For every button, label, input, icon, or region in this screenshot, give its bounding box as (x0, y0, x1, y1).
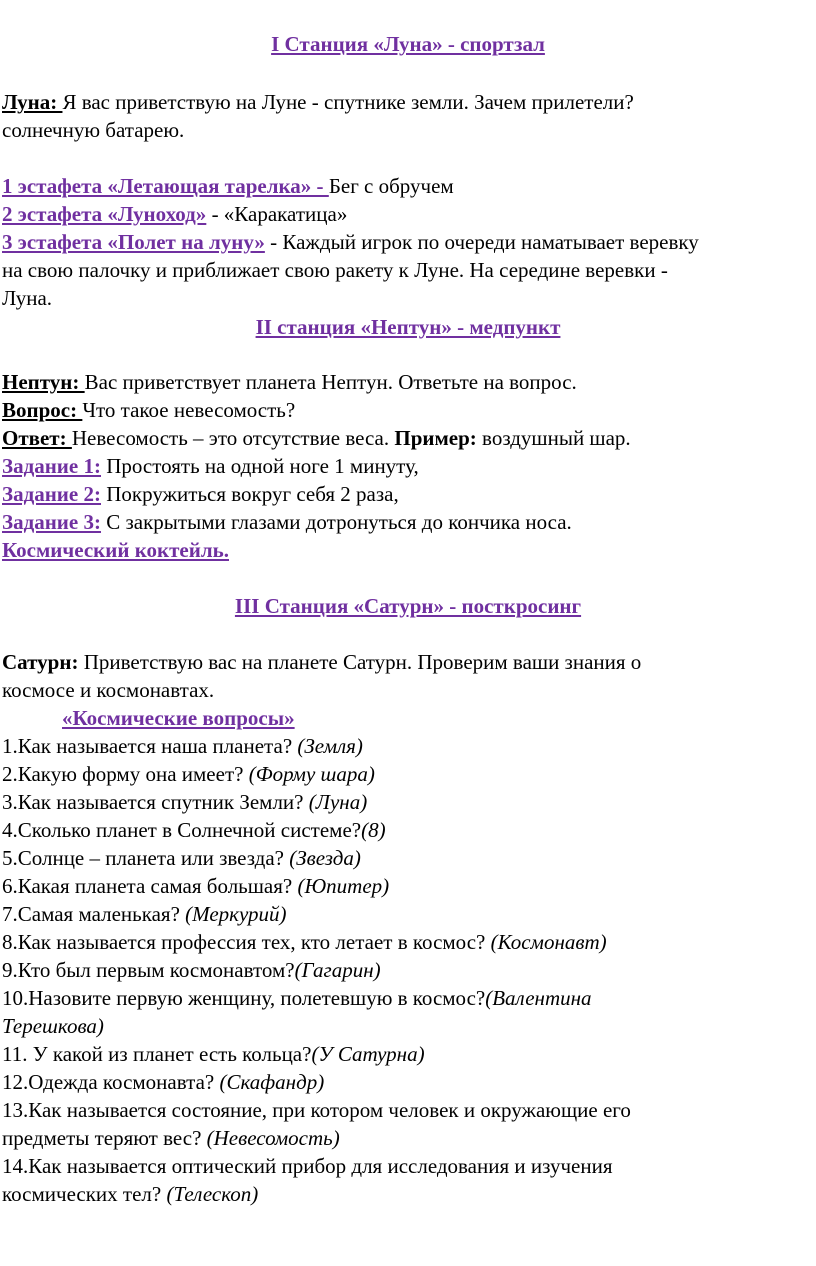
question-text: 12.Одежда космонавта? (2, 1070, 220, 1094)
question-text: 6.Какая планета самая большая? (2, 874, 298, 898)
questions-title: «Космические вопросы» (62, 706, 295, 730)
question-item (2, 732, 363, 760)
relay-1 (2, 172, 454, 200)
question-answer: (Невесомость) (206, 1126, 340, 1150)
relay-1-text: Бег с обручем (328, 174, 454, 198)
station3-intro (2, 648, 641, 676)
station2-title (0, 313, 816, 341)
question-item (2, 1040, 425, 1068)
relay-3 (2, 228, 699, 256)
moon-label: Луна: (2, 90, 63, 114)
neptune-intro-text: Вас приветствует планета Нептун. Ответьте на вопрос. (84, 370, 577, 394)
question-text: 1.Как называется наша планета? (2, 734, 298, 758)
questions-title-line (62, 704, 295, 732)
question-item (2, 760, 375, 788)
relay-3-text: - Каждый игрок по очереди наматывает веревку (264, 230, 699, 254)
cocktail-line (2, 536, 229, 564)
question-item (2, 928, 607, 956)
question-answer: (Валентина (485, 986, 592, 1010)
question-answer: (Космонавт) (490, 930, 607, 954)
question-item (2, 1180, 258, 1208)
station2-title-text: II станция «Нептун» - медпункт (255, 315, 561, 339)
question-answer: (Форму шара) (248, 762, 375, 786)
saturn-intro-text-cont: космосе и космонавтах. (2, 678, 215, 702)
question-item (2, 844, 361, 872)
question-text: 7.Самая маленькая? (2, 902, 186, 926)
question-answer: (Скафандр) (219, 1070, 325, 1094)
relay-2 (2, 200, 347, 228)
question-text: 5.Солнце – планета или звезда? (2, 846, 290, 870)
saturn-intro-text: Приветствую вас на планете Сатурн. Проверим ваши знания о (83, 650, 642, 674)
relay-3-cont-text-2: Луна. (2, 286, 53, 310)
moon-intro-text: Я вас приветствую на Луне - спутнике земли. Зачем прилетели? (62, 90, 634, 114)
question-text: 2.Какую форму она имеет? (2, 762, 249, 786)
station3-intro-cont (2, 676, 214, 704)
station1-title (0, 30, 816, 58)
question-answer: (8) (361, 818, 386, 842)
relay-3-label: 3 эстафета «Полет на луну» (2, 230, 265, 254)
task-3-text: С закрытыми глазами дотронуться до кончика носа. (100, 510, 572, 534)
question-text: 3.Как называется спутник Земли? (2, 790, 309, 814)
task-3 (2, 508, 572, 536)
question-answer: Терешкова) (2, 1014, 104, 1038)
neptune-label: Нептун: (2, 370, 85, 394)
answer-line (2, 424, 631, 452)
question-text: 4.Сколько планет в Солнечной системе? (2, 818, 362, 842)
station2-intro (2, 368, 577, 396)
question-item (2, 984, 592, 1012)
question-item (2, 1152, 613, 1180)
task-3-label: Задание 3: (2, 510, 101, 534)
question-answer: (Луна) (308, 790, 368, 814)
station1-title-text: I Станция «Луна» - спортзал (271, 32, 545, 56)
task-1-label: Задание 1: (2, 454, 101, 478)
station1-intro (2, 88, 634, 116)
task-1-text: Простоять на одной ноге 1 минуту, (100, 454, 419, 478)
question-item (2, 788, 367, 816)
example-label: Пример: (394, 426, 483, 450)
task-2-label: Задание 2: (2, 482, 101, 506)
relay-2-label: 2 эстафета «Луноход» (2, 202, 207, 226)
question-item (2, 1012, 104, 1040)
question-answer: (Телескоп) (166, 1182, 259, 1206)
question-item (2, 872, 389, 900)
question-item (2, 1068, 324, 1096)
question-item (2, 900, 287, 928)
question-text: предметы теряют вес? (2, 1126, 207, 1150)
question-item (2, 956, 381, 984)
answer-text: Невесомость – это отсутствие веса. (71, 426, 395, 450)
question-answer: (Гагарин) (294, 958, 381, 982)
question-item (2, 816, 386, 844)
station3-title (0, 592, 816, 620)
example-text: воздушный шар. (482, 426, 631, 450)
cocktail-heading: Космический коктейль. (2, 538, 229, 562)
question-answer: (Юпитер) (297, 874, 390, 898)
moon-intro-text-cont: солнечную батарею. (2, 118, 185, 142)
relay-3-cont-text: на свою палочку и приближает свою ракету к Луне. На середине веревки - (2, 258, 668, 282)
relay-1-label: 1 эстафета «Летающая тарелка» - (2, 174, 329, 198)
station3-title-text: III Станция «Сатурн» - посткросинг (234, 594, 582, 618)
question-line (2, 396, 295, 424)
task-1 (2, 452, 419, 480)
question-text: космических тел? (2, 1182, 167, 1206)
question-text: 11. У какой из планет есть кольца? (2, 1042, 312, 1066)
question-answer: (Земля) (297, 734, 363, 758)
question-answer: (У Сатурна) (311, 1042, 425, 1066)
question-label: Вопрос: (2, 398, 83, 422)
question-answer: (Меркурий) (185, 902, 287, 926)
task-2 (2, 480, 399, 508)
question-text: 9.Кто был первым космонавтом? (2, 958, 295, 982)
question-text: 10.Назовите первую женщину, полетевшую в космос? (2, 986, 486, 1010)
question-text: 14.Как называется оптический прибор для исследования и изучения (2, 1154, 613, 1178)
question-text: 8.Как называется профессия тех, кто летает в космос? (2, 930, 491, 954)
relay-3-cont-2 (2, 284, 52, 312)
station1-intro-cont (2, 116, 184, 144)
question-answer: (Звезда) (289, 846, 361, 870)
answer-label: Ответ: (2, 426, 72, 450)
question-text: Что такое невесомость? (82, 398, 296, 422)
question-item (2, 1124, 340, 1152)
relay-3-cont (2, 256, 668, 284)
question-item (2, 1096, 631, 1124)
task-2-text: Покружиться вокруг себя 2 раза, (100, 482, 399, 506)
question-text: 13.Как называется состояние, при котором человек и окружающие его (2, 1098, 631, 1122)
relay-2-text: - «Каракатица» (206, 202, 348, 226)
saturn-label: Сатурн: (2, 650, 84, 674)
